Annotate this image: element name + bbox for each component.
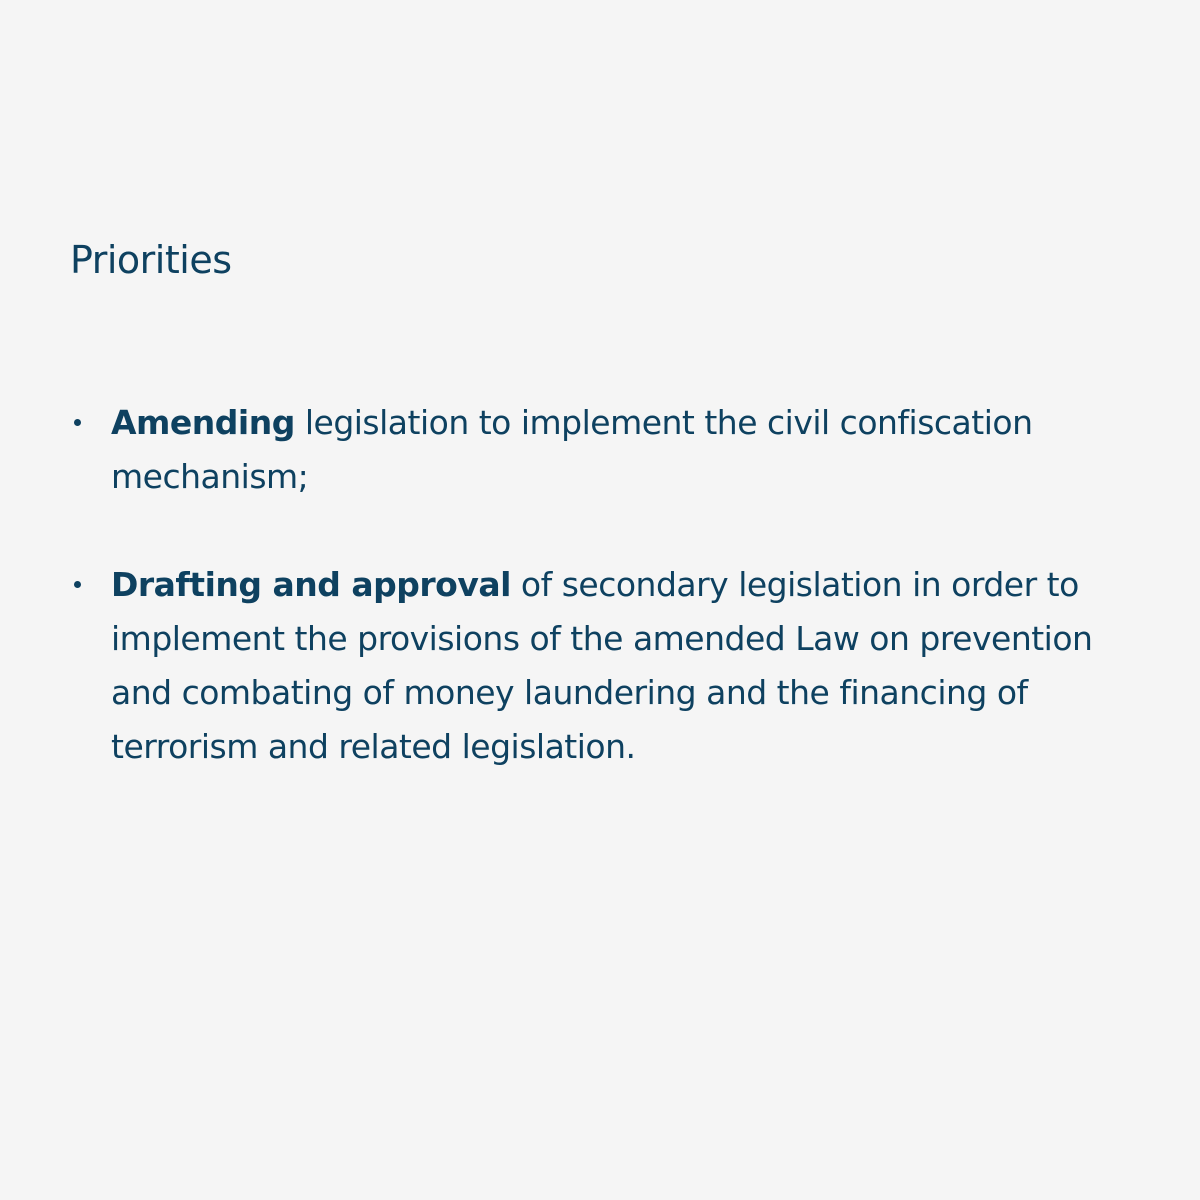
bullet-dot-icon	[74, 581, 81, 588]
page-title: Priorities	[70, 238, 232, 282]
priority-item-emphasis: Amending	[111, 403, 295, 442]
priority-item-emphasis: Drafting and approval	[111, 565, 511, 604]
priorities-list	[70, 396, 1130, 828]
bullet-dot-icon	[74, 419, 81, 426]
priority-item-amending	[70, 396, 1130, 504]
priority-item-text: of secondary legislation in order to implement the provisions of the amended Law on prevention and combating of money laundering and the financing of terrorism and related legislation.	[111, 565, 1093, 766]
priority-item-text: legislation to implement the civil confiscation mechanism;	[111, 403, 1033, 496]
priority-item-drafting	[70, 558, 1130, 774]
